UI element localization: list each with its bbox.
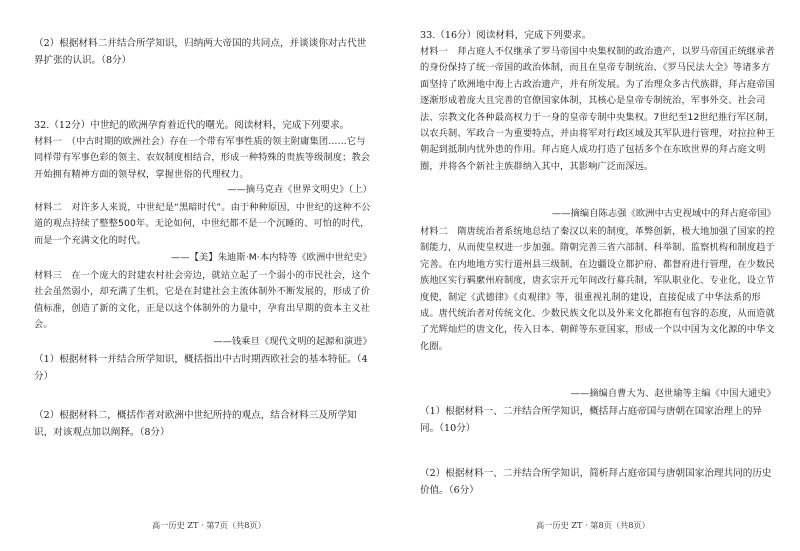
- left-page-footer: 高一历史 ZT · 第7页（共8页）: [152, 520, 266, 530]
- q33-header: 33.（16分）阅读材料，完成下列要求。: [420, 30, 592, 41]
- right-page-footer: 高一历史 ZT · 第8页（共8页）: [536, 520, 650, 530]
- q33-material1-source: ——摘编自陈志强《欧洲中古史视域中的拜占庭帝国》: [551, 208, 776, 219]
- q33-part2-question: （2）根据材料一、二并结合所学知识，简析拜占庭帝国与唐朝国家治理共同的历史价值。（6分）: [420, 468, 772, 496]
- q33-material1: 材料一 拜占庭人不仅继承了罗马帝国中央集权制的政治遗产，以罗马帝国正统继承者的身份保持了统一帝国的政治体制，而且在皇帝专制统治、《罗马民法大全》等诸多方面坚持了欧洲地中海上古政治遗产，并有所发展。为了治理众多古代族群，拜占庭帝国逐渐形成着庞大且完善的官僚国家体制，其核心是皇帝专制统治，军事外交、社会司法、宗教文化各种最高权力于一身的皇帝专制中央集权。7世纪至12世纪推行军区制，以农兵制、军政合一为重要特点，并由将军对行政区域及其军队进行管理，对拉拉种王朝起到抵制内忧外患的作用。拜占庭人成功打造了包括多个在东欧世界的拜占庭文明圈，并将各个新社主族群纳入其中，其影响广泛而深远。: [420, 46, 775, 172]
- q33-part1-question: （1）根据材料一、二并结合所学知识，概括拜占庭帝国与唐朝在国家治理上的异同。（10分）: [420, 406, 762, 434]
- q32-material1-source: ——摘马克垚《世界文明史》（上）: [227, 184, 372, 195]
- q31-part2-question: （2）根据材料二并结合所学知识，归纳两大帝国的共同点，并谈谈你对古代世界扩张的认识。（8分）: [34, 38, 367, 66]
- q32-material1: 材料一 （中古时期的欧洲社会）存在一个带有军事性质的领主附庸集团……它与同样带有军事色彩的领主、农奴制度相结合，形成一种特殊的贵族等级制度；教会开始拥有精神方面的领导权，掌握世俗的代理权力。: [34, 136, 371, 180]
- q32-material3: 材料三 在一个庞大的封建农村社会旁边，就站立起了一个弱小的市民社会，这个社会虽然弱小，却充满了生机，它是在封建社会主流体制外不断发展的，形成了价值标准，创造了新的文化，正是以这个体制外的力量中，孕育出早期的资本主义社会。: [34, 270, 371, 331]
- q32-material2-source: ——【美】朱迪斯·M·本内特等《欧洲中世纪史》: [171, 252, 372, 263]
- q33-material2: 材料二 隋唐统治者系统地总结了秦汉以来的制度，革弊创新，极大地加强了国家的控制能力，从而使皇权进一步加强。隋朝完善三省六部制、科举制、监察机构和制度趋于完善。在内地地方实行道州县三级制，在边疆设立都护府、都督府进行管理，在少数民族地区实行羁縻州府制度，唐玄宗开元年间改行募兵制，军队职业化、专业化，设立节度使，制定《武德律》《贞观律》等，很重视礼制的建设，直接促成了中华法系的形成。唐代统治者对传统文化、少数民族文化以及外来文化都抱有包容的态度，从而造就了光辉灿烂的唐文化，传入日本、朝鲜等东亚国家，形成一个以中国为文化源的中华文化圈。: [420, 226, 775, 352]
- q33-material2-source: ——摘编自曹大为、赵世瑜等主编《中国大通史》: [570, 388, 776, 399]
- q32-material3-source: ——钱乘旦《现代文明的起源和演进》: [213, 336, 372, 347]
- q32-material2: 材料二 对许多人来说，中世纪是“黑暗时代”。由于种种原因，中世纪的这种不公道的观点持续了整整500年。无论如何，中世纪都不是一个沉睡的、可怕的时代，而是一个充满文化的时代。: [34, 202, 371, 246]
- q32-part1-question: （1）根据材料一并结合所学知识，概括指出中古时期西欧社会的基本特征。（4分）: [34, 354, 368, 382]
- q32-part2-question: （2）根据材料二，概括作者对欧洲中世纪所持的观点，结合材料三及所学知识，对该观点加以阐释。（8分）: [34, 410, 357, 438]
- q32-header: 32.（12分）中世纪的欧洲孕育着近代的曙光。阅读材料，完成下列要求。: [34, 120, 350, 131]
